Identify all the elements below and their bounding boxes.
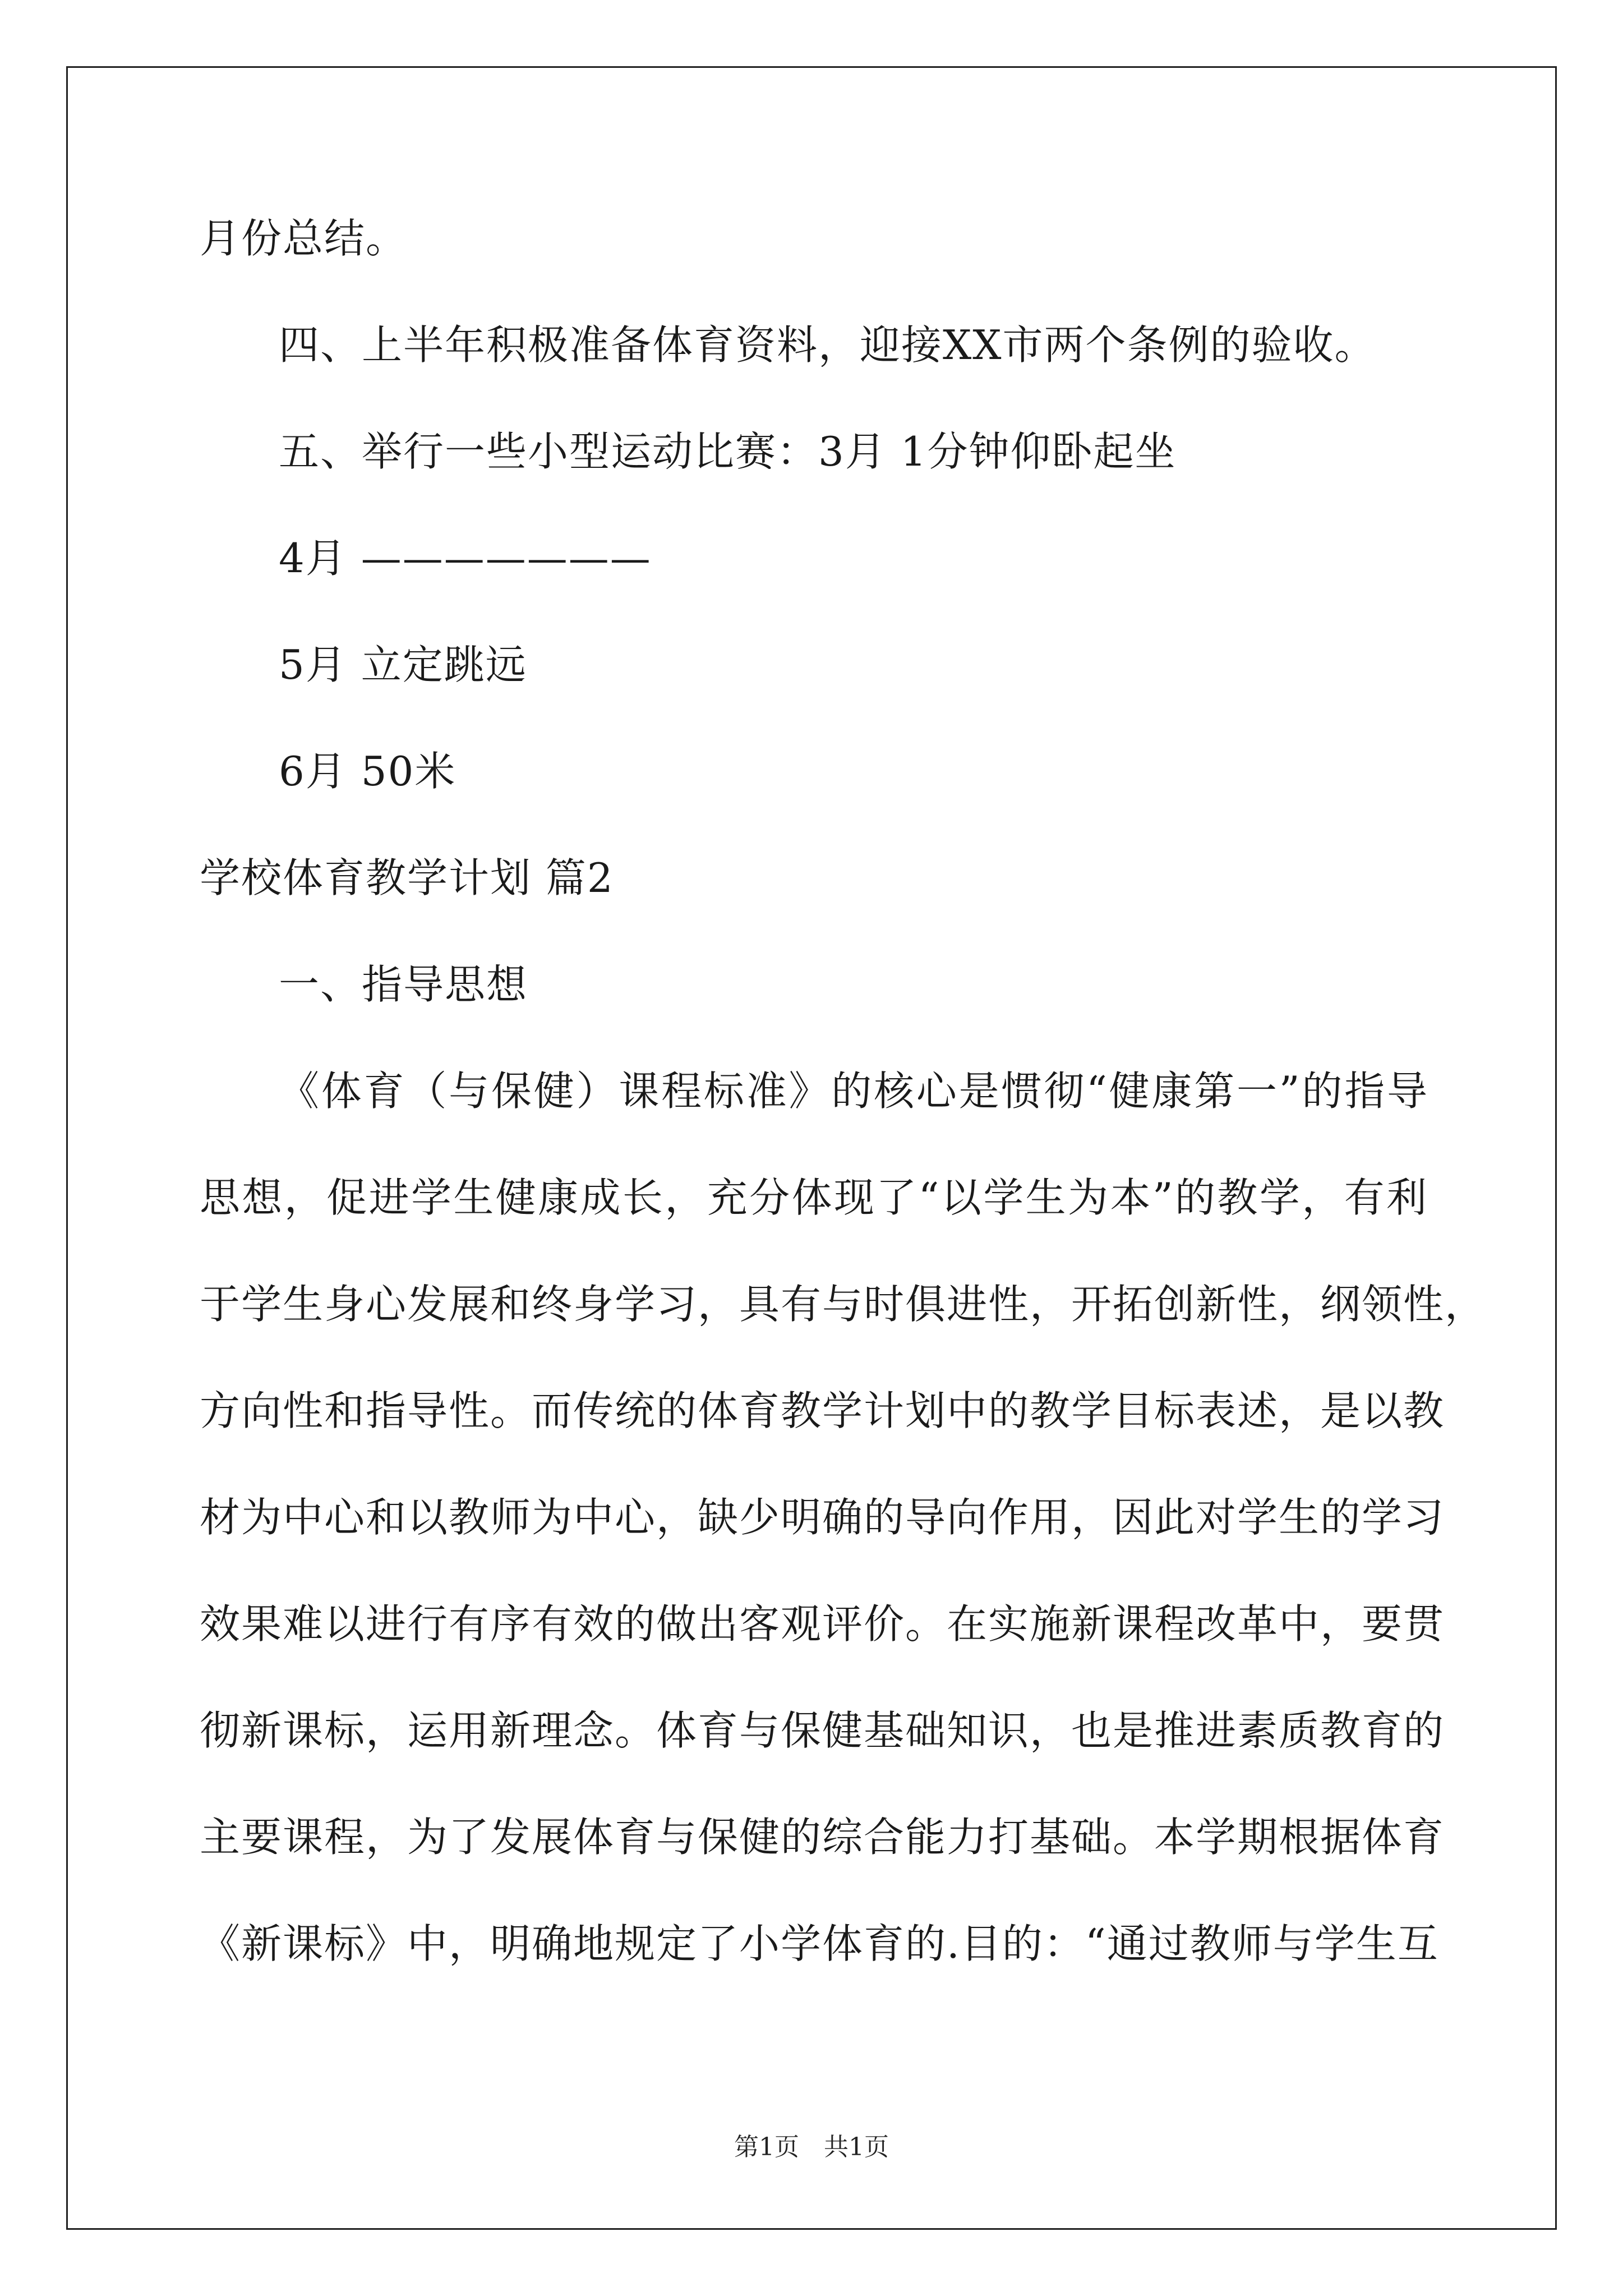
paragraph-line: 于学生身心发展和终身学习，具有与时俱进性，开拓创新性，纲领性， [200, 1281, 1487, 1328]
text-line: 五、举行一些小型运动比赛：3月 1分钟仰卧起坐 [279, 428, 1177, 475]
paragraph-line: 主要课程，为了发展体育与保健的综合能力打基础。本学期根据体育 [200, 1814, 1445, 1861]
text-line: 月份总结。 [200, 215, 408, 262]
paragraph-line: 效果难以进行有序有效的做出客观评价。在实施新课程改革中，要贯 [200, 1600, 1445, 1648]
page-number-footer: 第1页 共1页 [734, 2133, 889, 2161]
paragraph-line: 彻新课标，运用新理念。体育与保健基础知识，也是推进素质教育的 [200, 1707, 1445, 1754]
subsection-heading: 一、指导思想 [279, 961, 528, 1008]
page-frame [66, 66, 1557, 2230]
paragraph-line: 材为中心和以教师为中心，缺少明确的导向作用，因此对学生的学习 [200, 1494, 1445, 1541]
text-line: 四、上半年积极准备体育资料，迎接XX市两个条例的验收。 [279, 321, 1376, 369]
text-line: 4月 ——————— [279, 535, 652, 582]
text-line: 6月 50米 [279, 748, 457, 795]
paragraph-line: 方向性和指导性。而传统的体育教学计划中的教学目标表述，是以教 [200, 1387, 1445, 1434]
paragraph-line: 《体育（与保健）课程标准》的核心是惯彻“健康第一”的指导 [279, 1068, 1428, 1115]
paragraph-line: 思想，促进学生健康成长，充分体现了“以学生为本”的教学，有利 [200, 1174, 1428, 1221]
paragraph-line: 《新课标》中，明确地规定了小学体育的.目的：“通过教师与学生互 [200, 1920, 1439, 1967]
section-heading: 学校体育教学计划 篇2 [200, 854, 614, 901]
text-line: 5月 立定跳远 [279, 641, 527, 688]
